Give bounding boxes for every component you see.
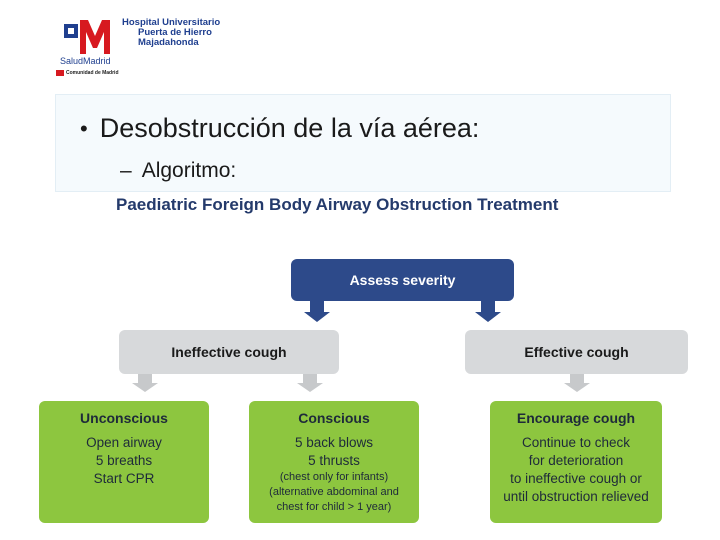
ineffective-cough-box [119,330,339,374]
encourage-cough-line: for deterioration [528,453,624,468]
diagram-title: Paediatric Foreign Body Airway Obstruction Treatment [116,195,559,214]
unconscious-line: Open airway [86,435,162,450]
arrow-assess-to-effective [475,300,501,322]
hospital-name: Hospital Universitario Puerta de Hierro Majadahonda [122,17,221,48]
conscious-note: chest for child > 1 year) [276,501,392,513]
assess-severity-box [291,259,514,301]
conscious-line: 5 thrusts [308,453,360,468]
conscious-heading: Conscious [298,410,370,426]
encourage-cough-line: to ineffective cough or [510,471,642,486]
conscious-note: (chest only for infants) [279,471,389,483]
unconscious-heading: Unconscious [80,410,168,426]
sub-bullet-marker: – [120,159,132,182]
encourage-cough-line: until obstruction relieved [503,489,649,504]
effective-cough-box [465,330,688,374]
arrow-effective-to-encourage [564,373,590,392]
comunidad-label: Comunidad de Madrid [56,70,119,76]
arrow-ineffective-to-unconscious [132,373,158,392]
conscious-note: (alternative abdominal and [269,486,399,498]
bullet-text-1: Desobstrucción de la vía aérea: [99,113,480,143]
unconscious-box [39,401,209,523]
unconscious-line: 5 breaths [95,453,153,468]
assess-severity-label: Assess severity [349,272,456,288]
encourage-cough-line: Continue to check [521,435,631,450]
encourage-cough-box [490,401,662,523]
bullet-marker: • [80,115,88,141]
conscious-line: 5 back blows [294,435,374,450]
encourage-cough-heading: Encourage cough [516,410,636,426]
arrow-ineffective-to-conscious [297,373,323,392]
arrow-assess-to-ineffective [304,300,330,322]
salud-madrid-label: SaludMadrid [60,56,111,66]
effective-cough-label: Effective cough [524,344,629,360]
conscious-box [249,401,419,523]
unconscious-line: Start CPR [93,471,155,486]
bullet-text-2: Algoritmo: [141,159,237,182]
ineffective-cough-label: Ineffective cough [171,344,287,360]
